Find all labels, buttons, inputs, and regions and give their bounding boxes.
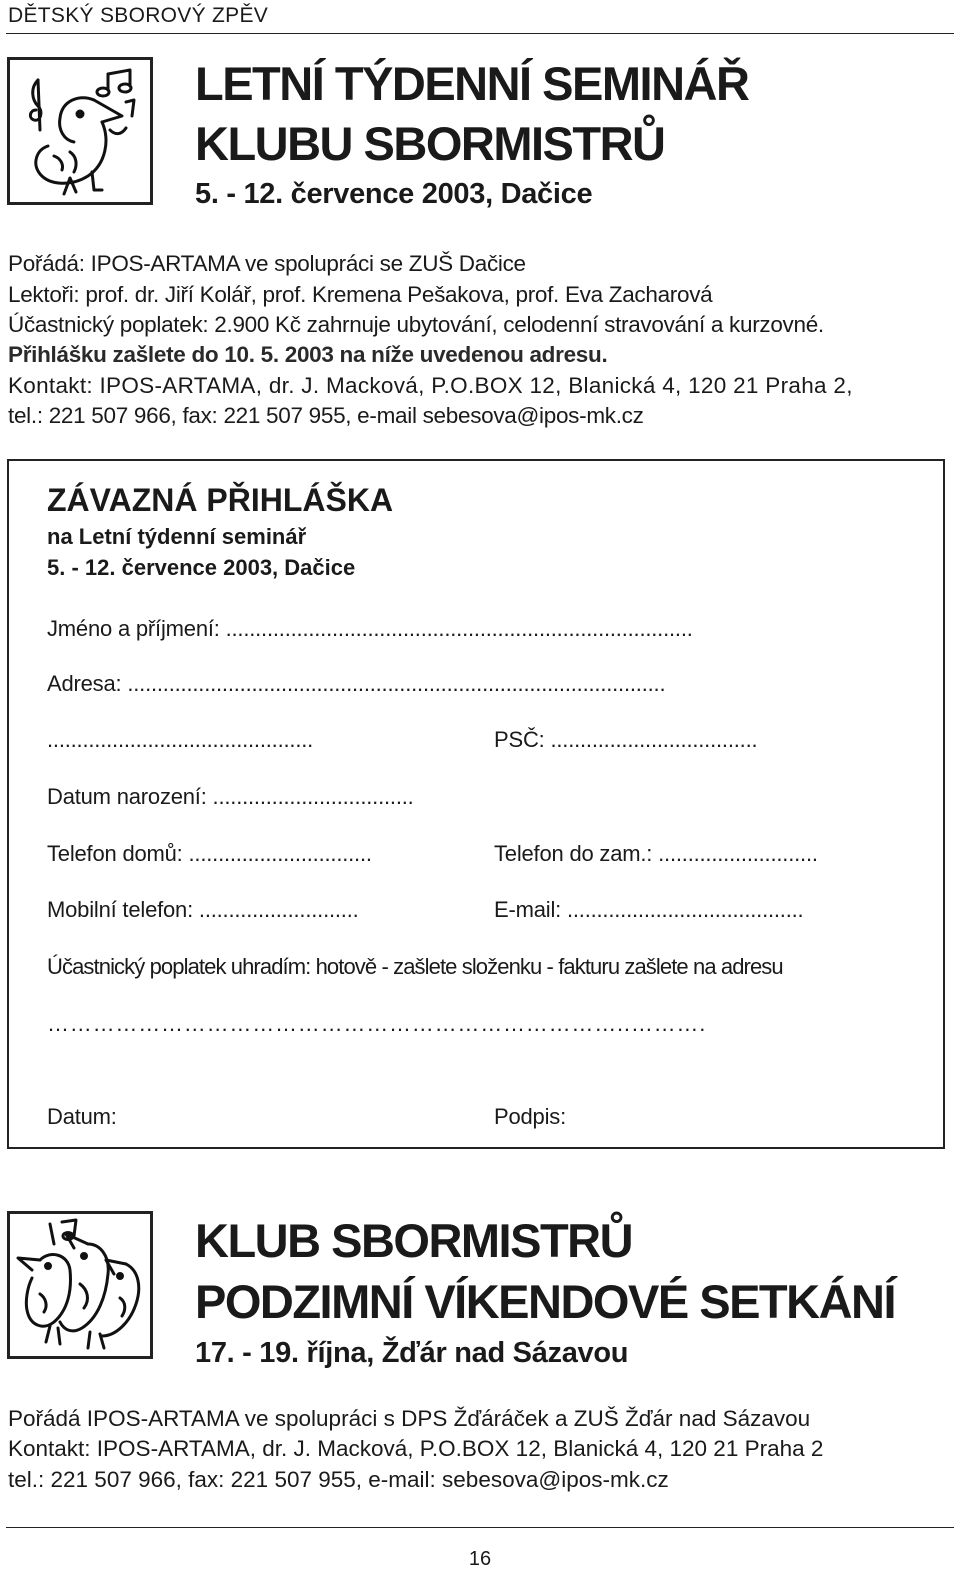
lecturers-line: Lektoři: prof. dr. Jiří Kolář, prof. Kremena Pešakova, prof. Eva Zacharová (8, 282, 713, 307)
postal-code-field[interactable]: PSČ: ................................... (494, 727, 758, 752)
page-number: 16 (468, 1548, 492, 1570)
club-title-line1: KLUB SBORMISTRŮ (195, 1214, 633, 1267)
address-field[interactable]: Adresa: ........................................................................................... (47, 671, 666, 696)
seminar-dates: 5. - 12. července 2003, Dačice (195, 178, 593, 210)
contact-line: Kontakt: IPOS-ARTAMA, dr. J. Macková, P.O.BOX 12, Blanická 4, 120 21 Praha 2, (8, 373, 853, 398)
running-header: DĚTSKÝ SBOROVÝ ZPĚV (8, 4, 269, 27)
form-dates: 5. - 12. července 2003, Dačice (47, 555, 356, 580)
bird-logo-box (7, 57, 153, 205)
address-continuation-field[interactable]: ............................................. (47, 727, 314, 752)
form-title: ZÁVAZNÁ PŘIHLÁŠKA (47, 482, 394, 518)
work-phone-field[interactable]: Telefon do zam.: ........................... (494, 841, 818, 866)
singing-bird-icon (10, 60, 150, 202)
birth-date-field[interactable]: Datum narození: .................................. (47, 784, 414, 809)
meeting-dates: 17. - 19. října, Žďár nad Sázavou (195, 1337, 629, 1369)
mobile-phone-field[interactable]: Mobilní telefon: ........................... (47, 897, 359, 922)
three-singing-birds-icon (10, 1214, 150, 1356)
birds-logo-box (7, 1211, 153, 1359)
phone-email-line: tel.: 221 507 966, fax: 221 507 955, e-mail sebesova@ipos-mk.cz (8, 403, 644, 428)
form-subtitle: na Letní týdenní seminář (47, 524, 307, 549)
email-field[interactable]: E-mail: ........................................ (494, 897, 804, 922)
name-field[interactable]: Jméno a příjmení: ............................................................................... (47, 616, 693, 641)
fee-line: Účastnický poplatek: 2.900 Kč zahrnuje ubytování, celodenní stravování a kurzovné. (8, 312, 824, 337)
header-divider (6, 33, 954, 34)
deadline-line: Přihlášku zašlete do 10. 5. 2003 na níže uvedenou adresu. (8, 342, 608, 367)
contact-line-2: Kontakt: IPOS-ARTAMA, dr. J. Macková, P.O.BOX 12, Blanická 4, 120 21 Praha 2 (8, 1436, 824, 1461)
signature-label: Podpis: (494, 1104, 566, 1129)
phone-email-line-2: tel.: 221 507 966, fax: 221 507 955, e-mail: sebesova@ipos-mk.cz (8, 1467, 669, 1492)
home-phone-field[interactable]: Telefon domů: ............................... (47, 841, 372, 866)
payment-address-line[interactable]: …………………………………………………………………..………. (47, 1011, 707, 1036)
payment-method-text: Účastnický poplatek uhradím: hotově - zašlete složenku - fakturu zašlete na adresu (47, 954, 783, 979)
organizer-line: Pořádá: IPOS-ARTAMA ve spolupráci se ZUŠ Dačice (8, 251, 526, 276)
club-title-line2: PODZIMNÍ VÍKENDOVÉ SETKÁNÍ (195, 1275, 896, 1328)
organizer-line-2: Pořádá IPOS-ARTAMA ve spolupráci s DPS Žďáráček a ZUŠ Žďár nad Sázavou (8, 1406, 811, 1431)
footer-divider (6, 1527, 954, 1528)
date-label: Datum: (47, 1104, 117, 1129)
seminar-title-line2: KLUBU SBORMISTRŮ (195, 117, 665, 170)
seminar-title-line1: LETNÍ TÝDENNÍ SEMINÁŘ (195, 57, 749, 110)
